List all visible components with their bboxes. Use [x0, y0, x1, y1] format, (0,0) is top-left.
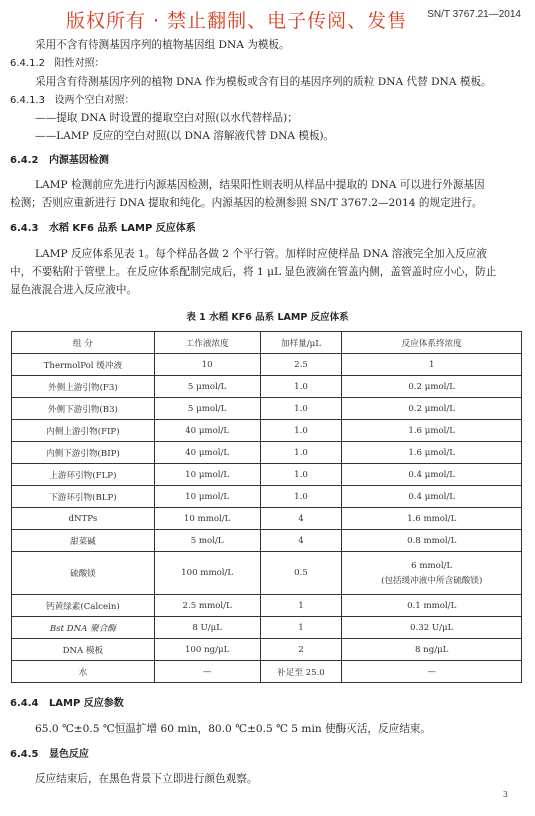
- section-heading: [0, 57, 535, 70]
- table-cell: 100 mmol/L: [154, 552, 260, 595]
- section-number: 6.4.1.3: [10, 95, 45, 106]
- table-cell: —: [154, 661, 260, 683]
- table-row: [12, 442, 522, 464]
- table-cell: 8 U/μL: [154, 617, 260, 639]
- table-cell: 5 μmol/L: [154, 376, 260, 398]
- table-cell: 10 μmol/L: [154, 464, 260, 486]
- table-cell: 甜菜碱: [12, 530, 155, 552]
- table-cell: 2: [260, 639, 342, 661]
- table-header-row: [12, 332, 522, 354]
- table-row: [12, 661, 522, 683]
- watermark: 版权所有 · 禁止翻制、电子传阅、发售: [66, 10, 408, 32]
- header-cell: 组 分: [12, 332, 155, 354]
- section-heading: [0, 94, 535, 107]
- table-row: [12, 420, 522, 442]
- table-cell: 40 μmol/L: [154, 420, 260, 442]
- table-cell: 内侧上游引物(FIP): [12, 420, 155, 442]
- cell-line: (包括缓冲液中所含硫酸镁): [381, 575, 483, 586]
- table-cell: 1: [342, 354, 522, 376]
- table-cell: 0.2 μmol/L: [342, 376, 522, 398]
- table-cell: 1.0: [260, 398, 342, 420]
- table-cell: ThermolPol 缓冲液: [12, 354, 155, 376]
- table-cell: 1.0: [260, 486, 342, 508]
- paragraph: LAMP 检测前应先进行内源基因检测，结果阳性则表明从样品中提取的 DNA 可以进行外源基因: [35, 179, 485, 191]
- reaction-table: [11, 331, 522, 683]
- paragraph: 采用不含有待测基因序列的植物基因组 DNA 为模板。: [35, 39, 290, 51]
- section-number: 6.4.5: [10, 749, 39, 760]
- section-heading: [0, 222, 535, 235]
- table-cell: 1.0: [260, 376, 342, 398]
- section-number: 6.4.3: [10, 223, 39, 234]
- table-cell: 1.6 mmol/L: [342, 508, 522, 530]
- table-cell: 内侧下游引物(BIP): [12, 442, 155, 464]
- table-cell: —: [342, 661, 522, 683]
- table-cell: 1.0: [260, 464, 342, 486]
- table-cell: 外侧下游引物(B3): [12, 398, 155, 420]
- table-cell: 10 mmol/L: [154, 508, 260, 530]
- bullet-item: ——LAMP 反应的空白对照(以 DNA 溶解液代替 DNA 模板)。: [35, 130, 335, 142]
- table-cell: 外侧上游引物(F3): [12, 376, 155, 398]
- table-cell: 0.4 μmol/L: [342, 486, 522, 508]
- page-number: 3: [502, 790, 508, 799]
- table-cell: 1.6 μmol/L: [342, 420, 522, 442]
- table-cell: 1.0: [260, 442, 342, 464]
- table-cell: 100 ng/μL: [154, 639, 260, 661]
- table-row: [12, 530, 522, 552]
- table-cell: 10 μmol/L: [154, 486, 260, 508]
- table-cell: 钙黄绿素(Calcein): [12, 595, 155, 617]
- paragraph: 检测；否则应重新进行 DNA 提取和纯化。内源基因的检测参照 SN/T 3767.2—2014 的规定进行。: [10, 197, 483, 209]
- table-cell: [342, 552, 522, 595]
- bullet-item: ——提取 DNA 时设置的提取空白对照(以水代替样品)；: [35, 112, 298, 124]
- table-cell: 1.0: [260, 420, 342, 442]
- table-caption: 表 1 水稻 KF6 品系 LAMP 反应体系: [186, 312, 349, 323]
- table-row: [12, 508, 522, 530]
- table-cell: 0.32 U/μL: [342, 617, 522, 639]
- paragraph: 显色液混合进入反应液中。: [10, 284, 138, 296]
- table-cell: 0.5: [260, 552, 342, 595]
- table-cell: dNTPs: [12, 508, 155, 530]
- table-cell: 0.8 mmol/L: [342, 530, 522, 552]
- section-heading: [0, 154, 535, 167]
- table-row: [12, 617, 522, 639]
- standard-number: SN/T 3767.21—2014: [427, 9, 521, 20]
- table-row: [12, 552, 522, 595]
- section-number: 6.4.2: [10, 155, 39, 166]
- table-cell: 1.6 μmol/L: [342, 442, 522, 464]
- table-cell: 5 mol/L: [154, 530, 260, 552]
- table-cell: 0.4 μmol/L: [342, 464, 522, 486]
- table-cell: 水: [12, 661, 155, 683]
- table-row: [12, 464, 522, 486]
- section-title: 设两个空白对照：: [54, 95, 135, 106]
- table-cell: 4: [260, 508, 342, 530]
- table-cell: DNA 模板: [12, 639, 155, 661]
- section-title: 水稻 KF6 品系 LAMP 反应体系: [48, 223, 196, 234]
- paragraph: 反应结束后，在黑色背景下立即进行颜色观察。: [35, 773, 258, 785]
- section-title: LAMP 反应参数: [48, 698, 124, 709]
- table-row: [12, 376, 522, 398]
- table-cell: 上游环引物(FLP): [12, 464, 155, 486]
- paragraph: 65.0 ℃±0.5 ℃恒温扩增 60 min，80.0 ℃±0.5 ℃ 5 min 使酶灭活，反应结束。: [35, 723, 431, 735]
- table-cell: 1: [260, 617, 342, 639]
- table-cell: 1: [260, 595, 342, 617]
- table-cell: 硫酸镁: [12, 552, 155, 595]
- table-row: [12, 486, 522, 508]
- section-title: 内源基因检测: [48, 155, 109, 166]
- section-title: 阳性对照：: [54, 58, 105, 69]
- table-cell: 10: [154, 354, 260, 376]
- table-row: [12, 595, 522, 617]
- table-cell: 0.2 μmol/L: [342, 398, 522, 420]
- header-cell: 工作液浓度: [154, 332, 260, 354]
- section-title: 显色反应: [48, 749, 89, 760]
- table-cell: 0.1 mmol/L: [342, 595, 522, 617]
- section-heading: [0, 748, 535, 761]
- table-row: [12, 354, 522, 376]
- section-heading: [0, 697, 535, 710]
- paragraph: 中，不要粘附于管壁上。在反应体系配制完成后，将 1 μL 显色液滴在管盖内侧，盖管盖时应小心，防止: [10, 266, 497, 278]
- section-number: 6.4.1.2: [10, 58, 45, 69]
- paragraph: LAMP 反应体系见表 1。每个样品各做 2 个平行管。加样时应使样品 DNA 溶液完全加入反应液: [35, 248, 487, 260]
- table-cell: 40 μmol/L: [154, 442, 260, 464]
- table-cell: 下游环引物(BLP): [12, 486, 155, 508]
- table-cell: 2.5 mmol/L: [154, 595, 260, 617]
- paragraph: 采用含有待测基因序列的植物 DNA 作为模板或含有目的基因序列的质粒 DNA 代替 DNA 模板。: [35, 76, 492, 88]
- table-cell: 4: [260, 530, 342, 552]
- header-cell: 加样量/μL: [260, 332, 342, 354]
- table-cell: 5 μmol/L: [154, 398, 260, 420]
- table-cell: 8 ng/μL: [342, 639, 522, 661]
- table-row: [12, 398, 522, 420]
- cell-line: 6 mmol/L: [411, 560, 453, 571]
- table-cell: 补足至 25.0: [260, 661, 342, 683]
- table-cell: Bst DNA 聚合酶: [12, 617, 155, 639]
- header-cell: 反应体系终浓度: [342, 332, 522, 354]
- section-number: 6.4.4: [10, 698, 39, 709]
- table-cell: 2.5: [260, 354, 342, 376]
- table-row: [12, 639, 522, 661]
